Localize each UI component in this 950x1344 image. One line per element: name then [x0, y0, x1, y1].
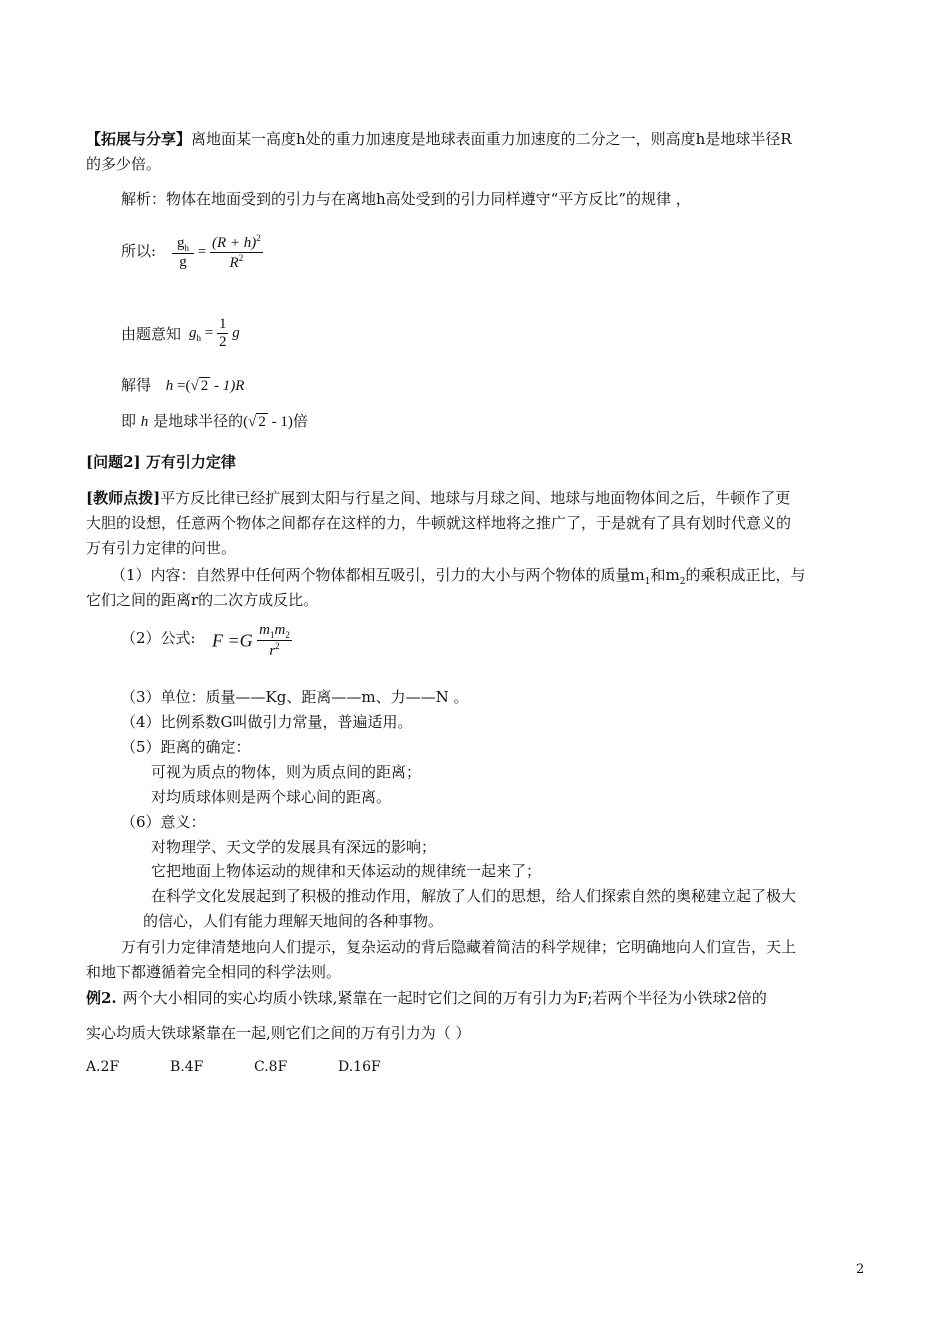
formula-gravity-ratio: $\frac{g_h}{g}$ = $\frac{(R + h)^2}{R^2}$	[172, 233, 263, 272]
significance-a: 对物理学、天文学的发展具有深远的影响；	[151, 838, 437, 856]
distance-sphere: 对均质球体则是两个球心间的距离。	[151, 788, 392, 806]
content-item-1-line2: 它们之间的距离r的二次方成反比。	[86, 591, 319, 609]
option-b: B.4F	[170, 1059, 204, 1075]
constant-item: （4）比例系数G叫做引力常量，普遍适用。	[121, 713, 413, 731]
so-label: 所以:	[121, 242, 157, 260]
example-label: 例2.	[86, 989, 117, 1007]
distance-item: （5）距离的确定：	[121, 738, 251, 756]
teacher-note-line3: 万有引力定律的问世。	[86, 539, 237, 557]
answer-options	[86, 1056, 422, 1078]
analysis-text: 解析：物体在地面受到的引力与在离地h高处受到的引力同样遵守“平方反比”的规律 ，	[121, 190, 691, 208]
example-2-line2: 实心均质大铁球紧靠在一起,则它们之间的万有引力为（ ）	[86, 1024, 471, 1042]
extension-question-line2: 的多少倍。	[86, 155, 162, 173]
content-item-1-line1: （1）内容：自然界中任何两个物体都相互吸引，引力的大小与两个物体的质量$m_1$和$m_2$的乘积成正比，与	[111, 566, 806, 587]
significance-c-line1: 在科学文化发展起到了积极的推动作用，解放了人们的思想，给人们探索自然的奥秘建立起了极大	[151, 887, 797, 905]
extension-tag: 【拓展与分享】	[86, 130, 192, 148]
teacher-tag: [教师点拨]	[86, 489, 161, 507]
formula-gh-half-g: $g_h$ = $\frac{1}{2}$ g	[189, 316, 240, 350]
units-item: （3）单位：质量——Kg、距离——m、力——N 。	[121, 688, 469, 706]
known-label: 由题意知	[121, 325, 182, 343]
significance-b: 它把地面上物体运动的规律和天体运动的规律统一起来了；	[151, 862, 542, 880]
summary-line1: 万有引力定律清楚地向人们提示，复杂运动的背后隐藏着简洁的科学规律；它明确地向人们宣告，天上	[121, 938, 797, 956]
significance-item: （6）意义：	[121, 813, 206, 831]
extension-text-1: 离地面某一高度h处的重力加速度是地球表面重力加速度的二分之一，则高度h是地球半径R	[191, 130, 792, 148]
teacher-note-line2: 大胆的设想，任意两个物体之间都存在这样的力，牛顿就这样地将之推广了，于是就有了具有划时代意义的	[86, 514, 792, 532]
solve-line: 解得 h =(√ 2 - 1)R	[121, 376, 245, 394]
page-number: 2	[856, 1262, 865, 1277]
summary-line2: 和地下都遵循着完全相同的科学法则。	[86, 963, 342, 981]
option-c: C.8F	[254, 1059, 288, 1075]
extension-question-line1	[86, 128, 792, 150]
significance-c-line2: 的信心，人们有能力理解天地间的各种事物。	[143, 912, 444, 930]
distance-point-mass: 可视为质点的物体，则为质点间的距离；	[151, 763, 422, 781]
option-d: D.16F	[338, 1059, 381, 1075]
example-2-line1: 例2. 两个大小相同的实心均质小铁球,紧靠在一起时它们之间的万有引力为F;若两个半径为小铁球2倍的	[86, 989, 767, 1007]
option-a: A.2F	[86, 1059, 120, 1075]
formula-label: （2）公式:	[121, 629, 196, 647]
teacher-note-line1: [教师点拨]平方反比律已经扩展到太阳与行星之间、地球与月球之间、地球与地面物体间之后，牛顿作了更	[86, 489, 791, 507]
conclusion-line: 即 h 是地球半径的(√ 2 - 1)倍	[121, 412, 308, 430]
formula-universal-gravitation: F =G $\frac{m_1m_2}{r^2}$	[212, 622, 290, 659]
section-title-q2: [问题2] 万有引力定律	[86, 453, 236, 471]
